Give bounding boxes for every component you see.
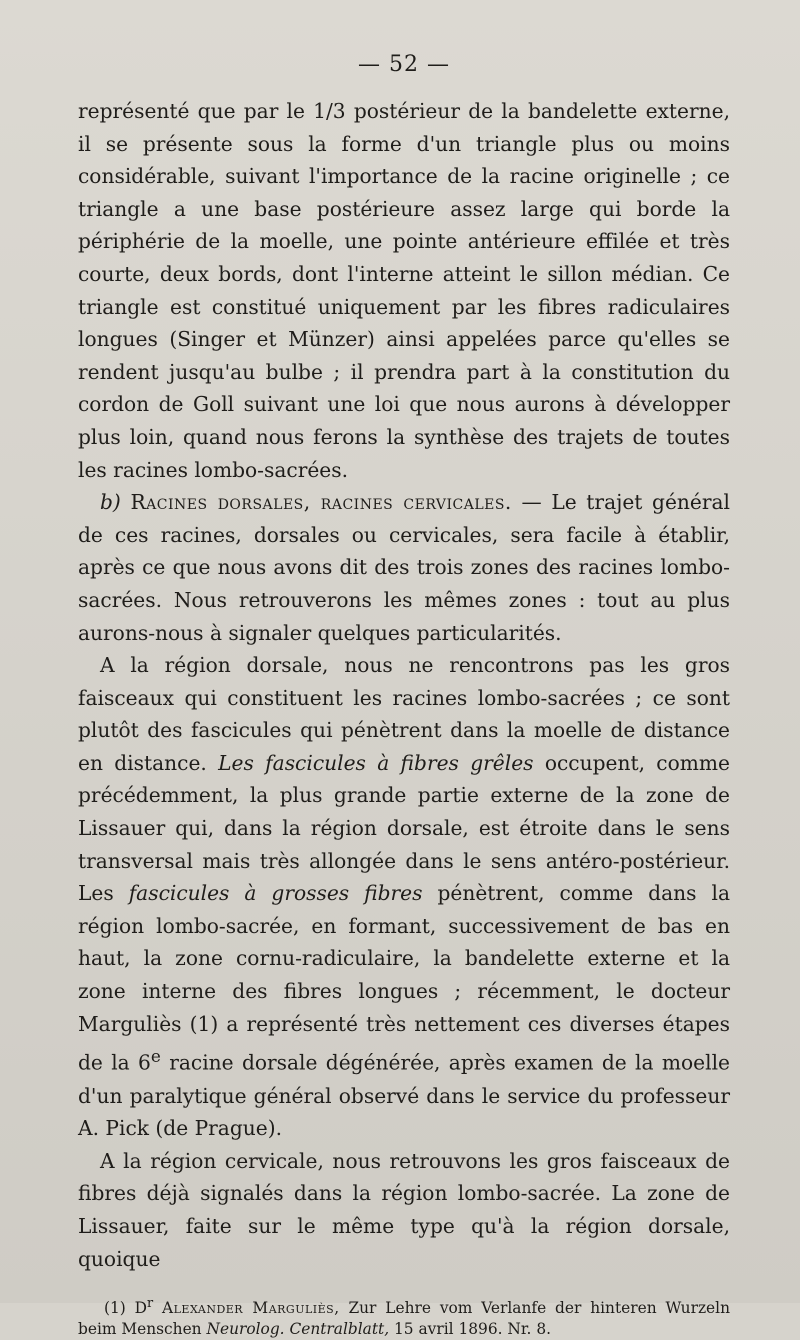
footnote-mark: (1) D [104,1299,147,1318]
paragraph-1: représenté que par le 1/3 postérieur de la bandelette externe, il se présente sous la forme d'un triangle plus ou moins considérable, suivant l'importance de la racine originelle ; ce triangle a une base postérieure assez large qui borde la périphérie de la moelle, une pointe antérieure effilée et très courte, deux bords, dont l'interne atteint le sillon médian. Ce triangle est constitué uniquement par les fibres radiculaires longues (Singer et Münzer) ainsi appelées parce qu'elles se rendent jusqu'au bulbe ; il prendra part à la constitution du cordon de Goll suivant une loi que nous aurons à développer plus loin, quand nous ferons la synthèse des trajets de toutes les racines lombo-sacrées. [78,99,730,482]
paragraph-3-part-b: occupent, comme précédemment, la plus grande partie externe de la zone de Lissauer qui, dans la région dorsale, est étroite dans le sens transversal mais très allongée dans le sens antéro-postérieur. Les [78,750,731,906]
footnote-author: Alexander Marguliès, [162,1299,340,1318]
paragraph-3-italic-1: Les fascicules à fibres grêles [218,750,534,775]
paragraph-3-part-c: pénètrent, comme dans la région lombo-sacrée, en formant, successivement de bas en haut, la zone cornu-radiculaire, la bandelette externe et la zone interne des fibres longues ; récemment, le docteur Marguliès (1) a représenté très nettement ces diverses étapes de la 6 [78,881,730,1075]
page-number: — 52 — [358,52,450,77]
footnote [78,1293,730,1340]
footnote-title: Zur Lehre vom Verlanfe der hinteren Wurzeln beim Menschen [78,1299,730,1339]
section-label: b) [100,490,121,515]
paragraph-2 [78,486,730,649]
section-heading: Racines dorsales, racines cervicales. [130,490,512,515]
paragraph-4: A la région cervicale, nous retrouvons les gros faisceaux de fibres déjà signalés dans la région lombo-sacrée. La zone de Lissauer, faite sur le même type qu'à la région dorsale, quoique [78,1148,730,1271]
paragraph-3-italic-2: fascicules à grosses fibres [128,881,423,906]
paragraph-3-part-d: racine dorsale dégénérée, après examen de la moelle d'un paralytique général observé dans le service du professeur A. Pick (de Prague). [78,1050,730,1141]
paragraph-2-text: — Le trajet général de ces racines, dorsales ou cervicales, sera facile à établir, après ce que nous avons dit des trois zones des racines lombo-sacrées. Nous retrouverons les mêmes zones : tout au plus aurons-nous à signaler quelques particularités. [78,490,731,645]
paragraph-3 [78,649,730,1145]
footnote-journal: Neurolog. Centralblatt, [206,1320,390,1339]
body-text [78,95,730,1275]
paragraph-3-superscript: e [150,1046,161,1067]
footnote-mark-sup: r [147,1296,154,1312]
footnote-date: 15 avril 1896. Nr. 8. [394,1320,552,1339]
paragraph-3-part-a: A la région dorsale, nous ne rencontrons pas les gros faisceaux qui constituent les racines lombo-sacrées ; ce sont plutôt des fascicules qui pénètrent dans la moelle de distance en distance. [78,653,730,775]
